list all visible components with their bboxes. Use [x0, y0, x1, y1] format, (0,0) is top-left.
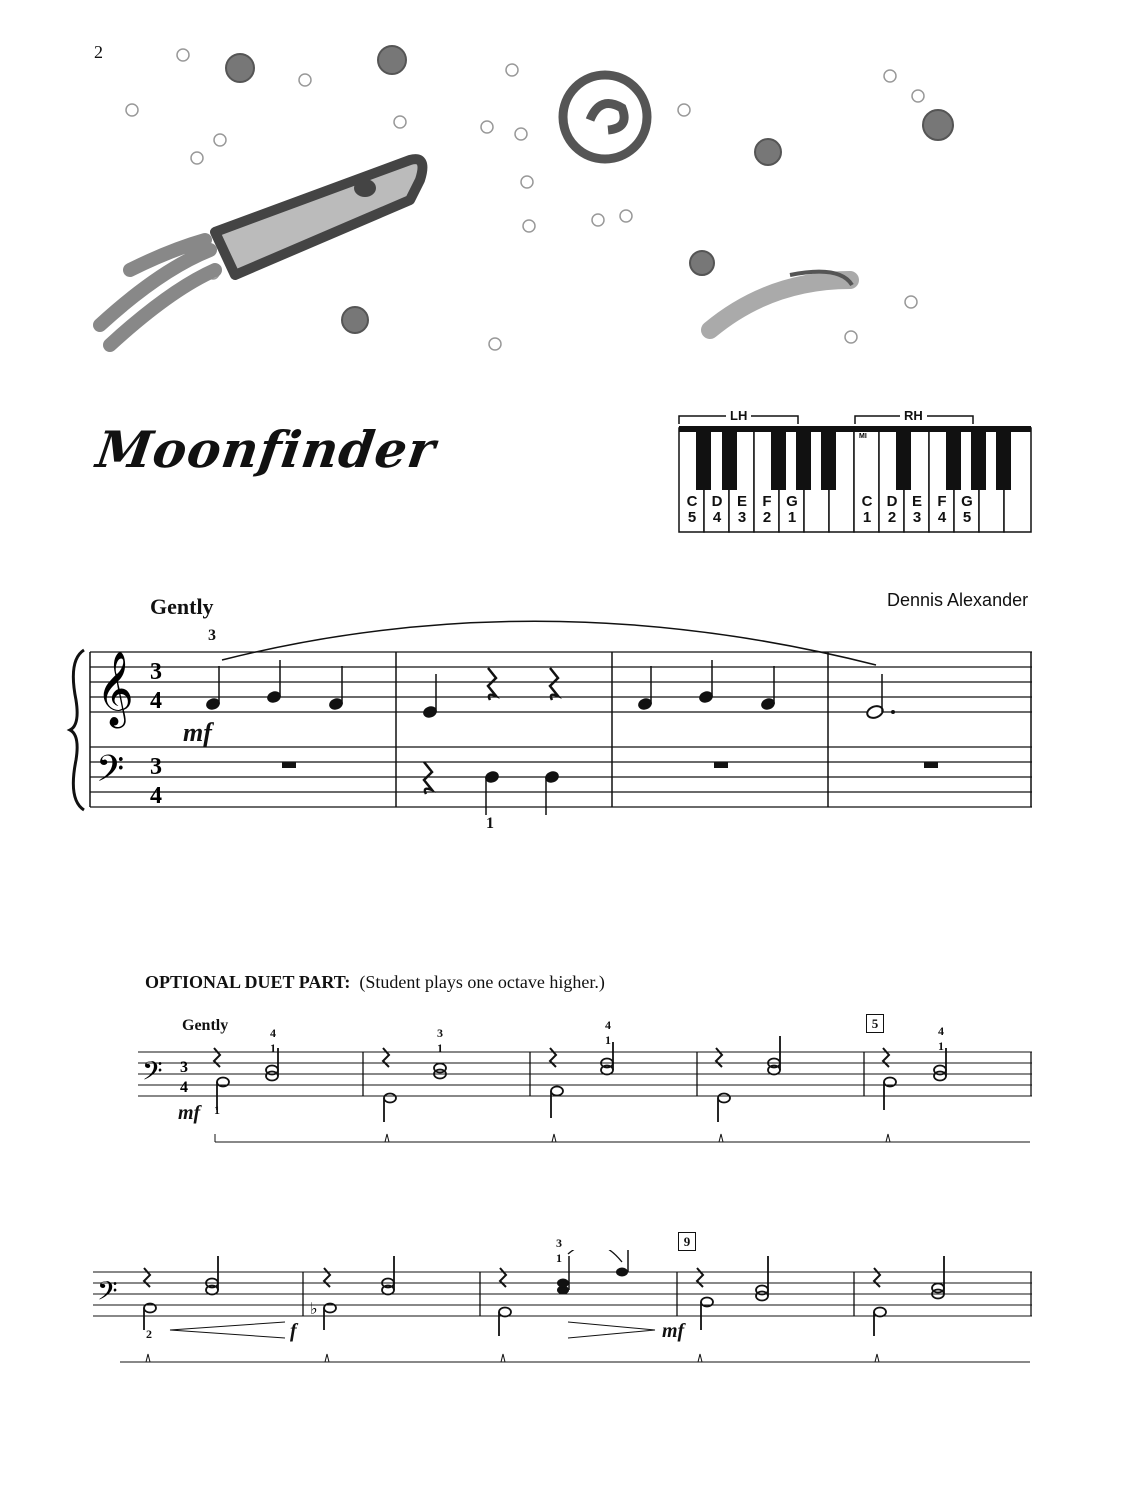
comet [710, 272, 852, 330]
duet-label: OPTIONAL DUET PART: (Student plays one octave higher.) [145, 972, 605, 992]
grand-staff [0, 620, 1125, 830]
planet [563, 75, 647, 159]
fingering-m2: 3 1 [437, 1026, 443, 1055]
duet-staff-1 [0, 1030, 1125, 1160]
fingering-bass-2: 2 [146, 1327, 152, 1341]
middle-c-marker: MI [859, 433, 867, 440]
duet-dynamic-mf-return: mf [662, 1320, 685, 1342]
duet-tempo: Gently [182, 1017, 229, 1034]
measure-number-5: 5 [866, 1014, 884, 1033]
rocket [100, 159, 422, 345]
fingering-m3: 4 1 [605, 1018, 611, 1047]
svg-text:3: 3 [150, 754, 162, 780]
lh-key-d: D 4 [711, 493, 723, 526]
space-illustration [0, 0, 1125, 370]
keyboard-diagram [678, 404, 1033, 534]
lh-key-e: E 3 [736, 493, 747, 526]
fingering-m8: 3 1 [556, 1236, 562, 1265]
slur [222, 621, 876, 665]
fingering-m1: 4 1 [270, 1026, 276, 1055]
brace [70, 650, 84, 810]
fingering-bass-1: 1 [214, 1103, 220, 1117]
dynamic-marking: mf [183, 718, 212, 747]
piece-title: Moonfinder [92, 420, 440, 479]
rh-key-e: E 3 [911, 493, 922, 526]
composer-name: Dennis Alexander [887, 590, 1029, 610]
rh-key-c: C 1 [861, 493, 873, 526]
duet-staff-2 [0, 1250, 1125, 1380]
treble-rests [488, 668, 558, 700]
svg-text:3: 3 [150, 659, 162, 685]
treble-staff-lines [90, 652, 1032, 712]
lh-key-g: G 1 [786, 493, 798, 526]
rh-label: RH [900, 408, 927, 423]
rh-key-f: F 4 [937, 493, 947, 526]
svg-text:♭: ♭ [310, 1299, 318, 1318]
measure-number-9: 9 [678, 1232, 696, 1251]
lh-fingering: 1 [486, 815, 494, 832]
duet-dynamic-f: f [290, 1320, 297, 1342]
bass-clef: 𝄢 [96, 748, 125, 799]
barlines [90, 652, 1031, 807]
duet-dynamic-mf: mf [178, 1102, 201, 1124]
svg-text:3: 3 [180, 1059, 188, 1076]
page-number: 2 [94, 42, 103, 62]
rh-key-g: G 5 [961, 493, 973, 526]
svg-text:𝄢: 𝄢 [97, 1275, 118, 1313]
rh-fingering: 3 [208, 627, 216, 644]
lh-key-c: C 5 [686, 493, 698, 526]
star-dots [126, 49, 924, 350]
svg-text:4: 4 [150, 688, 162, 714]
svg-text:4: 4 [150, 783, 162, 809]
fingering-m5: 4 1 [938, 1024, 944, 1053]
bass-staff-lines [90, 747, 1032, 807]
tempo-marking: Gently [150, 594, 214, 619]
treble-clef: 𝄞 [96, 652, 134, 726]
svg-text:𝄢: 𝄢 [142, 1055, 163, 1093]
lh-label: LH [726, 408, 751, 423]
svg-text:4: 4 [180, 1079, 188, 1096]
rh-key-d: D 2 [886, 493, 898, 526]
bass-rest [424, 762, 432, 794]
lh-key-f: F 2 [762, 493, 772, 526]
time-signatures [150, 659, 162, 809]
